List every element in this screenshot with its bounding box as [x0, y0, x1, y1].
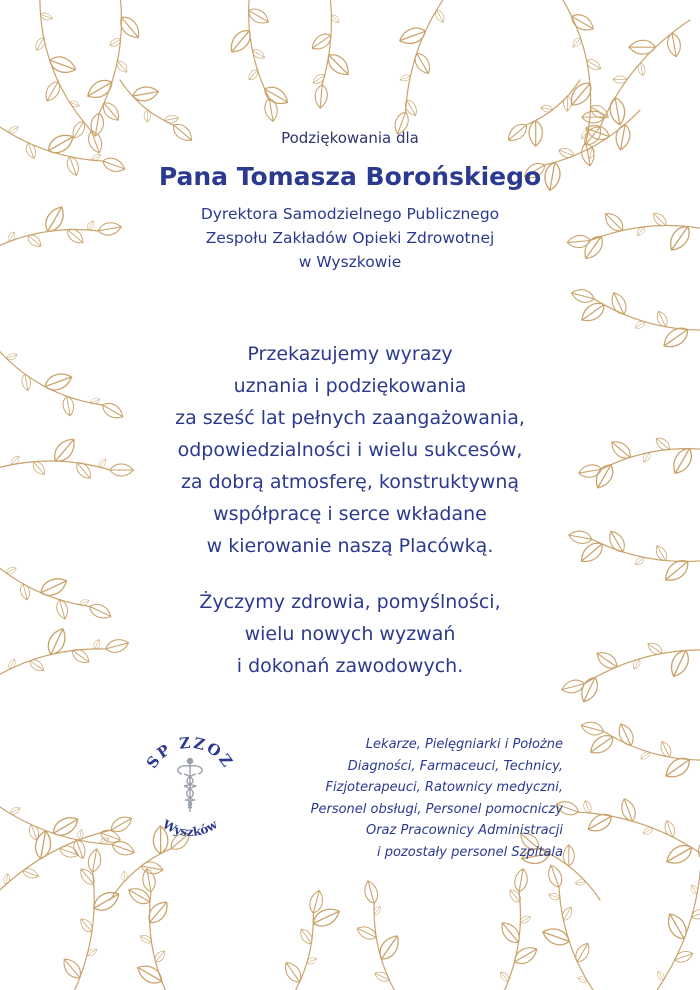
- leaf-shape: [126, 884, 154, 907]
- leaf-shape: [540, 104, 553, 112]
- leaf-shape: [69, 99, 81, 108]
- message-line: za dobrą atmosferę, konstruktywną: [180, 471, 520, 493]
- leaf-shape: [587, 731, 617, 758]
- dedication-intro: Podziękowania dla: [281, 129, 419, 147]
- logo-top-text: SP ZZOZ: [142, 733, 238, 772]
- leaf-shape: [545, 863, 564, 889]
- signature-line: i pozostały personel Szpitala: [376, 844, 563, 860]
- leaf-shape: [134, 961, 165, 987]
- leaf-shape: [658, 740, 673, 759]
- leaf-shape: [615, 721, 636, 748]
- leaf-shape: [27, 823, 41, 842]
- leaf-shape: [608, 96, 627, 126]
- signature-block: [311, 734, 563, 863]
- branch-stem: [650, 859, 700, 990]
- leaf-shape: [563, 96, 571, 111]
- branch-stem: [110, 849, 171, 900]
- leaf-shape: [654, 309, 669, 328]
- branch-stem: [0, 800, 112, 844]
- leaf-shape: [613, 76, 627, 83]
- branch-stem: [594, 299, 700, 330]
- leaf-shape: [572, 941, 592, 965]
- leaf-shape: [663, 841, 695, 868]
- leaf-shape: [50, 813, 82, 840]
- message-line: uznania i podziękowania: [233, 375, 467, 397]
- leaf-shape: [90, 887, 122, 914]
- leaf-shape: [563, 845, 574, 866]
- message-line: za sześć lat pełnych zaangażowania,: [175, 407, 525, 429]
- leaf-shape: [629, 40, 656, 54]
- leaf-shape: [375, 932, 403, 963]
- leaf-shape: [21, 867, 40, 881]
- leaf-shape: [306, 956, 318, 966]
- leaf-shape: [281, 959, 305, 985]
- message-line: Przekazujemy wyrazy: [247, 343, 453, 365]
- branch-stem: [604, 732, 700, 761]
- leaf-shape: [397, 25, 428, 48]
- wishes-line: wielu nowych wyzwań: [244, 623, 456, 645]
- signature-line: Fizjoterapeuci, Ratownicy medyczni,: [325, 780, 563, 795]
- leaf-shape: [84, 76, 115, 102]
- message-line: w kierowanie naszą Placówką.: [206, 535, 494, 557]
- position-line: w Wyszkowie: [298, 253, 402, 271]
- leaf-shape: [507, 887, 523, 904]
- leaf-shape: [566, 79, 595, 110]
- leaf-shape: [77, 866, 98, 888]
- signature-line: Oraz Pracownicy Administracji: [365, 823, 563, 838]
- leaf-shape: [642, 826, 655, 837]
- branch-stem: [290, 913, 313, 990]
- message-line: współpracę i serce wkładane: [213, 503, 487, 525]
- leaf-shape: [568, 11, 596, 35]
- leaf-shape: [618, 797, 638, 824]
- leaf-shape: [122, 871, 128, 882]
- caduceus-icon: [178, 759, 202, 813]
- leaf-shape: [153, 949, 168, 965]
- leaf-shape: [87, 848, 103, 873]
- leaf-shape: [164, 114, 180, 124]
- wishes-line: i dokonań zawodowych.: [236, 655, 464, 677]
- leaf-shape: [314, 84, 328, 108]
- branch-stem: [559, 887, 600, 990]
- branch-stem: [406, 0, 450, 112]
- message-line: odpowiedzialności i wielu sukcesów,: [177, 439, 523, 461]
- leaf-shape: [663, 819, 677, 838]
- leaf-shape: [578, 299, 608, 326]
- leaf-shape: [411, 50, 433, 76]
- leaf-shape: [324, 50, 353, 79]
- leaf-shape: [42, 79, 63, 104]
- leaf-shape: [362, 879, 380, 905]
- recipient-name: Pana Tomasza Borońskiego: [158, 162, 542, 191]
- leaf-shape: [634, 319, 646, 330]
- signature-line: Personel obsługi, Personel pomocniczy: [310, 801, 563, 817]
- leaf-shape: [582, 111, 605, 123]
- wishes-message: [0, 586, 700, 682]
- thank-you-message: [0, 338, 700, 562]
- branch-stem: [374, 903, 400, 990]
- recipient-position: [0, 202, 700, 274]
- leaf-shape: [570, 287, 596, 305]
- leaf-shape: [373, 969, 391, 983]
- leaf-shape: [580, 720, 606, 738]
- leaf-shape: [577, 975, 589, 984]
- leaf-shape: [403, 98, 420, 118]
- leaf-shape: [99, 828, 123, 846]
- leaf-shape: [557, 146, 575, 159]
- leaf-shape: [540, 925, 571, 948]
- signature-line: Lekarze, Pielęgniarki i Położne: [365, 737, 563, 752]
- leaf-shape: [58, 843, 80, 860]
- wishes-line: Życzymy zdrowia, pomyślności,: [199, 591, 501, 613]
- leaf-shape: [47, 53, 78, 76]
- leaf-shape: [673, 949, 694, 965]
- hospital-logo: [130, 728, 250, 838]
- logo-bottom-text: Wyszków: [160, 817, 220, 838]
- leaf-shape: [59, 955, 84, 982]
- leaf-shape: [696, 835, 700, 861]
- position-line: Zespołu Zakładów Opieki Zdrowotnej: [205, 229, 495, 247]
- leaf-shape: [663, 910, 690, 942]
- leaf-shape: [144, 110, 150, 122]
- signature-line: Diagności, Farmaceuci, Technicy,: [347, 758, 563, 774]
- leaf-shape: [513, 868, 529, 893]
- leaf-shape: [33, 830, 52, 860]
- branch-stem: [322, 0, 331, 85]
- position-line: Dyrektora Samodzielnego Publicznego: [200, 205, 500, 223]
- branch-stem: [70, 872, 94, 990]
- leaf-shape: [608, 290, 629, 317]
- leaf-shape: [141, 868, 157, 893]
- leaf-shape: [433, 8, 446, 24]
